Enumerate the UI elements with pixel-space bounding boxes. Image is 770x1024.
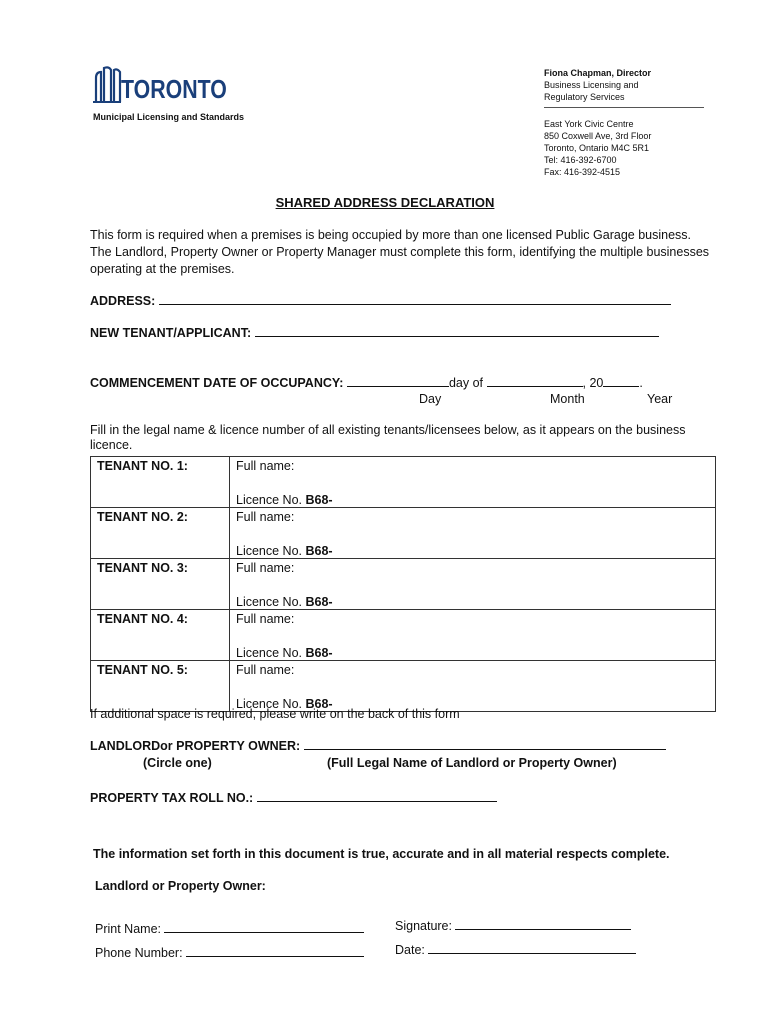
licence-prefix: B68-: [305, 646, 333, 660]
confirmation-statement: The information set forth in this document is true, accurate and in all material respects complete.: [93, 847, 670, 861]
circle-one-caption: (Circle one): [143, 756, 212, 770]
address-label: ADDRESS:: [90, 294, 156, 308]
table-row: [91, 610, 716, 661]
licence-prefix: B68-: [305, 493, 333, 507]
address-field[interactable]: [159, 293, 671, 305]
tenant-entry-cell[interactable]: [230, 661, 716, 712]
tenant-label: TENANT NO. 5:: [91, 661, 230, 712]
form-title-text: SHARED ADDRESS DECLARATION: [275, 195, 495, 210]
contact-title-line: Business Licensing and: [544, 80, 639, 90]
tax-roll-field[interactable]: [257, 790, 497, 802]
signature-row: [395, 918, 631, 933]
licence-prefix: B68-: [305, 544, 333, 558]
tenant-label: TENANT NO. 3:: [91, 559, 230, 610]
year-caption: Year: [647, 392, 673, 406]
licence-label: Licence No.: [236, 493, 303, 507]
licence-line: [236, 544, 333, 558]
fill-instructions: Fill in the legal name & licence number of all existing tenants/licensees below, as it appears on the business licence.: [90, 423, 686, 452]
licence-label: Licence No.: [236, 646, 303, 660]
new-tenant-field[interactable]: [255, 325, 659, 337]
licence-line: [236, 595, 333, 609]
address-line: East York Civic Centre: [544, 119, 634, 129]
full-name-label: Full name:: [236, 561, 295, 575]
phone-field[interactable]: [186, 945, 364, 957]
tax-roll-label: PROPERTY TAX ROLL NO.:: [90, 791, 254, 805]
licence-line: [236, 646, 333, 660]
address-line: Tel: 416-392-6700: [544, 155, 617, 165]
tenant-label: TENANT NO. 2:: [91, 508, 230, 559]
month-field[interactable]: [487, 375, 583, 387]
full-name-label: Full name:: [236, 510, 295, 524]
licence-label: Licence No.: [236, 595, 303, 609]
new-tenant-row: [90, 325, 659, 340]
licence-label: Licence No.: [236, 544, 303, 558]
year-field[interactable]: [603, 375, 639, 387]
day-of-text: day of: [448, 376, 484, 390]
table-row: [91, 559, 716, 610]
day-caption: Day: [419, 392, 442, 406]
tenant-entry-cell[interactable]: [230, 610, 716, 661]
licence-label: Licence No.: [236, 697, 303, 711]
licence-line: [236, 493, 333, 507]
full-legal-name-caption: (Full Legal Name of Landlord or Property Owner): [327, 756, 617, 770]
additional-space-note: If additional space is required, please write on the back of this form: [90, 707, 460, 721]
table-row: [91, 457, 716, 508]
address-line: 850 Coxwell Ave, 3rd Floor: [544, 131, 652, 141]
header-divider: [544, 107, 704, 108]
day-field[interactable]: [347, 375, 449, 387]
date-label: Date:: [395, 943, 425, 957]
landlord-label: LANDLORDor PROPERTY OWNER:: [90, 739, 301, 753]
address-line: Toronto, Ontario M4C 5R1: [544, 143, 650, 153]
address-row: [90, 293, 671, 308]
phone-label: Phone Number:: [95, 946, 183, 960]
signature-field[interactable]: [455, 918, 631, 930]
signature-label: Signature:: [395, 919, 452, 933]
contact-title: [544, 79, 639, 103]
phone-row: [95, 945, 364, 960]
address-line: Fax: 416-392-4515: [544, 167, 621, 177]
form-title: [0, 195, 770, 210]
tenant-entry-cell[interactable]: [230, 457, 716, 508]
intro-paragraph: This form is required when a premises is being occupied by more than one licensed Public Garage business. The Landlord, Property Owner or Property Manager must complete this form, identifying the multiple businesses operating at the premises.: [90, 228, 710, 276]
print-name-field[interactable]: [164, 921, 364, 933]
tax-roll-row: [90, 790, 497, 805]
period-text: .: [639, 376, 643, 390]
new-tenant-label: NEW TENANT/APPLICANT:: [90, 326, 252, 340]
table-row: [91, 508, 716, 559]
full-name-label: Full name:: [236, 612, 295, 626]
tenant-label: TENANT NO. 1:: [91, 457, 230, 508]
date-row: [395, 942, 636, 957]
department-name: Municipal Licensing and Standards: [93, 112, 245, 122]
table-row: [91, 661, 716, 712]
licence-prefix: B68-: [305, 595, 333, 609]
logo-wordmark: TORONTO: [121, 74, 227, 104]
contact-title-line: Regulatory Services: [544, 92, 625, 102]
office-address: [544, 118, 651, 178]
tenants-table: [90, 456, 716, 712]
full-name-label: Full name:: [236, 663, 295, 677]
commencement-label: COMMENCEMENT DATE OF OCCUPANCY:: [90, 376, 344, 390]
landlord-owner-heading: Landlord or Property Owner:: [95, 879, 266, 893]
print-name-label: Print Name:: [95, 922, 161, 936]
landlord-row: [90, 738, 666, 753]
licence-prefix: B68-: [305, 697, 333, 711]
date-field[interactable]: [428, 942, 636, 954]
tenant-entry-cell[interactable]: [230, 508, 716, 559]
month-caption: Month: [550, 392, 585, 406]
tenant-entry-cell[interactable]: [230, 559, 716, 610]
comma-20-text: , 20: [582, 376, 604, 390]
commencement-row: [90, 375, 643, 390]
landlord-name-field[interactable]: [304, 738, 666, 750]
tenant-label: TENANT NO. 4:: [91, 610, 230, 661]
print-name-row: [95, 921, 364, 936]
full-name-label: Full name:: [236, 459, 295, 473]
contact-name: Fiona Chapman, Director: [544, 68, 652, 78]
